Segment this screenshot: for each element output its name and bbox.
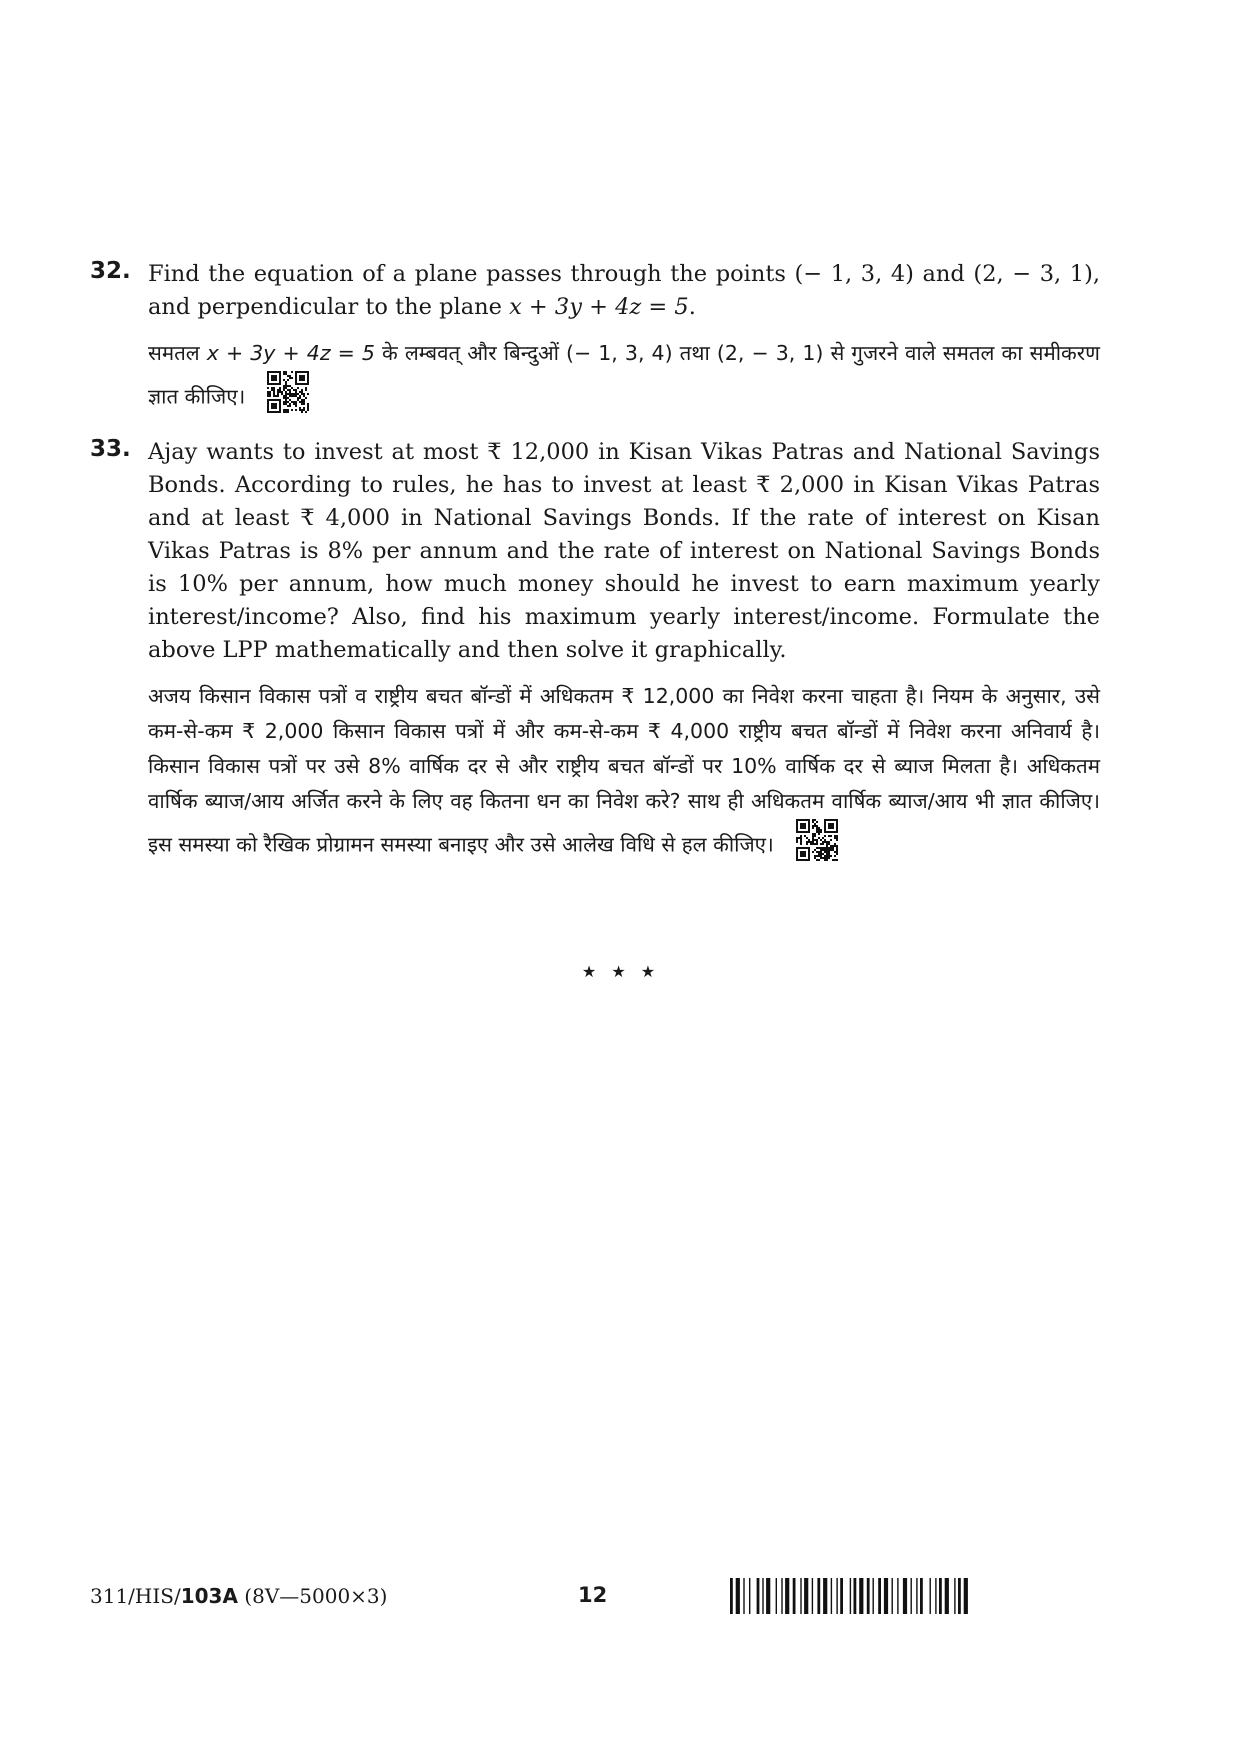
question-number: 32.: [90, 258, 131, 284]
question-text-english: Ajay wants to invest at most ₹ 12,000 in Kisan Vikas Patras and National Savings Bonds. According to rules, he has to invest at least ₹ 2,000 in Kisan Vikas Patras and at least ₹ 4,000 in National Savings Bonds. If the rate of interest on Kisan Vikas Patras is 8% per annum and the rate of interest on National Savings Bonds is 10% per annum, how much money should he invest to earn maximum yearly interest/income? Also, find his maximum yearly interest/income. Formulate the above LPP mathematically and then solve it graphically.: [148, 439, 1100, 663]
paper-code: 311/HIS/103A (8V—5000×3): [90, 1584, 388, 1608]
page-footer: [90, 1578, 1140, 1618]
equation: x + 3y + 4z = 5: [206, 341, 375, 365]
end-of-paper-marker: ★ ★ ★: [581, 962, 661, 981]
question-33: [90, 436, 1100, 872]
question-text-hindi: समतल x + 3y + 4z = 5 के लम्बवत् और बिन्दुओं (− 1, 3, 4) तथा (2, − 3, 1) से गुजरने वाले समतल का समीकरण ज्ञात कीजिए।: [148, 336, 1100, 424]
equation: x + 3y + 4z = 5: [509, 294, 689, 320]
barcode-icon: [728, 1578, 1010, 1618]
qr-code-icon: [796, 819, 838, 872]
question-32: [90, 258, 1100, 424]
question-text-english: Find the equation of a plane passes through the points (− 1, 3, 4) and (2, − 3, 1), and perpendicular to the plane x + 3y + 4z = 5.: [148, 261, 1100, 320]
question-number: 33.: [90, 436, 131, 462]
page-number: 12: [578, 1583, 608, 1607]
qr-code-icon: [267, 371, 309, 424]
question-text-hindi: अजय किसान विकास पत्रों व राष्ट्रीय बचत बॉन्डों में अधिकतम ₹ 12,000 का निवेश करना चाहता है। नियम के अनुसार, उसे कम-से-कम ₹ 2,000 किसान विकास पत्रों में और कम-से-कम ₹ 4,000 राष्ट्रीय बचत बॉन्डों में निवेश करना अनिवार्य है। किसान विकास पत्रों पर उसे 8% वार्षिक दर से और राष्ट्रीय बचत बॉन्डों पर 10% वार्षिक दर से ब्याज मिलता है। अधिकतम वार्षिक ब्याज/आय अर्जित करने के लिए वह कितना धन का निवेश करे? साथ ही अधिकतम वार्षिक ब्याज/आय भी ज्ञात कीजिए। इस समस्या को रैखिक प्रोग्रामन समस्या बनाइए और उसे आलेख विधि से हल कीजिए।: [148, 679, 1100, 872]
